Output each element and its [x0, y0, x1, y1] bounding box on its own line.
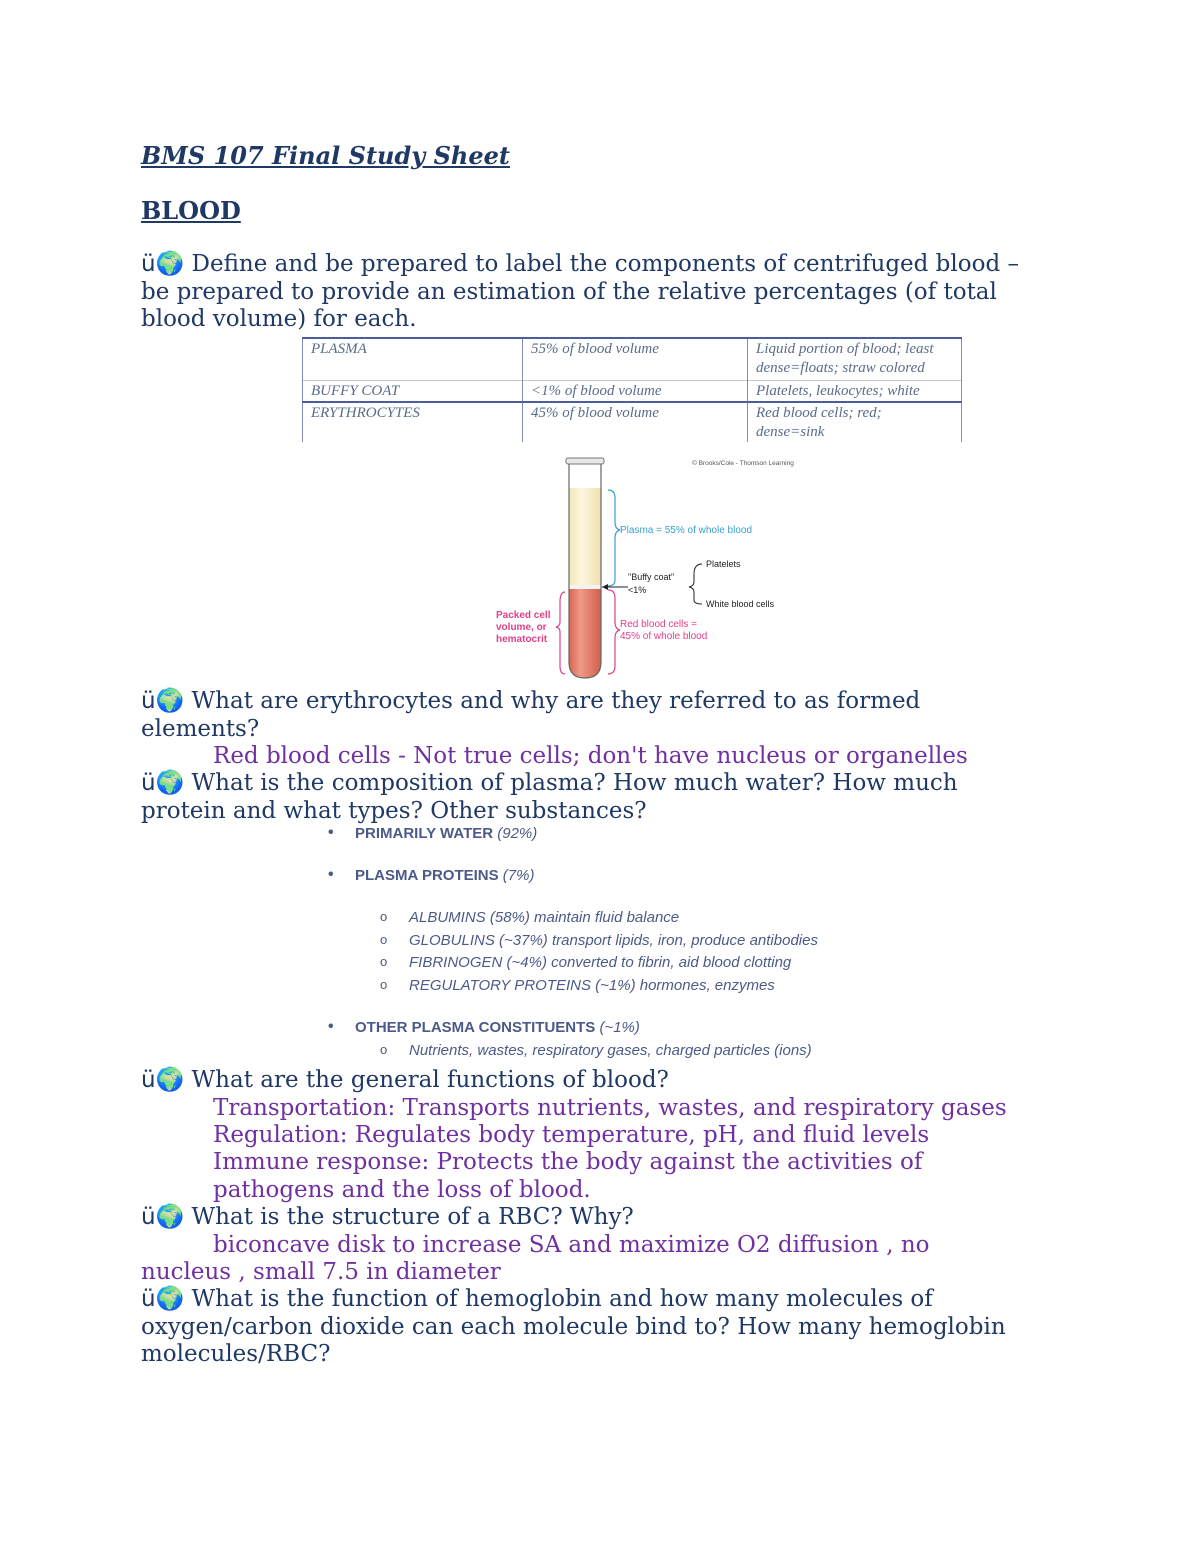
hematocrit-brace: [556, 592, 565, 674]
question-text: molecules/RBC?: [141, 1341, 331, 1367]
question-text: What is the function of hemoglobin and how many molecules of: [191, 1286, 933, 1312]
question-text: Define and be prepared to label the components of centrifuged blood –: [191, 251, 1019, 277]
table-cell: BUFFY COAT: [303, 381, 523, 403]
table-cell: 45% of blood volume: [523, 402, 748, 442]
subitem-text: Nutrients, wastes, respiratory gases, charged particles (ions): [409, 1042, 812, 1059]
item-percent: (92%): [497, 825, 538, 842]
plasma-label: Plasma = 55% of whole blood: [620, 525, 753, 536]
hematocrit-label-line3: hematocrit: [496, 634, 548, 645]
test-tube: [566, 458, 604, 678]
item-label: PLASMA PROTEINS: [355, 867, 499, 884]
question-text: What are the general functions of blood?: [191, 1067, 669, 1093]
figure-copyright: © Brooks/Cole - Thomson Learning: [692, 460, 794, 467]
cell-line: Liquid portion of blood; least: [756, 341, 934, 357]
platelets-label: Platelets: [706, 559, 741, 569]
question-plasma-composition: [141, 770, 1041, 825]
document-title: BMS 107 Final Study Sheet: [141, 141, 510, 170]
question-text: What are erythrocytes and why are they referred to as formed: [191, 688, 921, 714]
checkmark-bullet-icon: ü🌍: [141, 1204, 185, 1230]
table-cell: ERYTHROCYTES: [303, 402, 523, 442]
checkmark-bullet-icon: ü🌍: [141, 1286, 185, 1312]
bullet-dot: •: [328, 1018, 334, 1035]
centrifuged-blood-figure: [470, 452, 810, 684]
answer-rbc-structure-line1: biconcave disk to increase SA and maximize O2 diffusion , no: [213, 1232, 930, 1258]
answer-immune-response-cont: pathogens and the loss of blood.: [213, 1177, 591, 1203]
table-cell: Platelets, leukocytes; white: [748, 381, 962, 403]
rbc-label-line1: Red blood cells =: [620, 619, 697, 630]
answer-erythrocytes: Red blood cells - Not true cells; don't have nucleus or organelles: [213, 743, 968, 769]
buffy-coat-percent: <1%: [628, 585, 647, 595]
circle-bullet: o: [380, 977, 388, 992]
question-rbc-structure: [141, 1204, 1041, 1232]
table-cell: 55% of blood volume: [523, 338, 748, 381]
circle-bullet: o: [380, 1042, 388, 1057]
question-centrifuged-blood: [141, 251, 1041, 334]
cell-line: dense=sink: [756, 424, 825, 440]
table-row: [303, 381, 962, 403]
question-hemoglobin: [141, 1286, 1041, 1369]
question-text: elements?: [141, 715, 260, 742]
answer-immune-response: Immune response: Protects the body against the activities of: [213, 1149, 923, 1175]
table-cell: PLASMA: [303, 338, 523, 381]
answer-regulation: Regulation: Regulates body temperature, pH, and fluid levels: [213, 1122, 930, 1148]
table-row: [303, 402, 962, 442]
checkmark-bullet-icon: ü🌍: [141, 688, 185, 714]
table-cell: <1% of blood volume: [523, 381, 748, 403]
question-blood-functions: [141, 1067, 1041, 1095]
rbc-label-line2: 45% of whole blood: [620, 631, 708, 642]
question-text: protein and what types? Other substances?: [141, 797, 647, 824]
question-text: oxygen/carbon dioxide can each molecule bind to? How many hemoglobin: [141, 1313, 1006, 1340]
subitem-text: FIBRINOGEN (~4%) converted to fibrin, aid blood clotting: [409, 954, 792, 971]
bullet-dot: •: [328, 866, 334, 883]
checkmark-bullet-icon: ü🌍: [141, 1067, 185, 1093]
question-text: What is the structure of a RBC? Why?: [191, 1204, 634, 1230]
circle-bullet: o: [380, 932, 388, 947]
item-percent: (7%): [502, 867, 535, 884]
question-text: What is the composition of plasma? How much water? How much: [191, 770, 958, 796]
question-text: blood volume) for each.: [141, 306, 417, 332]
hematocrit-label-line1: Packed cell: [496, 610, 551, 621]
plasma-brace: [608, 490, 620, 586]
checkmark-bullet-icon: ü🌍: [141, 770, 185, 796]
answer-rbc-structure-line2: nucleus , small 7.5 in diameter: [141, 1259, 501, 1285]
table-cell: [748, 402, 962, 442]
section-heading: BLOOD: [141, 196, 241, 225]
cell-line: dense=floats; straw colored: [756, 360, 925, 376]
checkmark-bullet-icon: ü🌍: [141, 251, 185, 277]
item-label: OTHER PLASMA CONSTITUENTS: [355, 1019, 596, 1036]
circle-bullet: o: [380, 909, 388, 924]
cell-line: Red blood cells; red;: [756, 405, 882, 421]
bullet-dot: •: [328, 824, 334, 841]
question-text: be prepared to provide an estimation of the relative percentages (of total: [141, 278, 997, 305]
hematocrit-label-line2: volume, or: [496, 622, 547, 633]
question-erythrocytes: [141, 688, 1041, 743]
item-percent: (~1%): [599, 1019, 640, 1036]
subitem-text: GLOBULINS (~37%) transport lipids, iron, produce antibodies: [409, 932, 818, 949]
rbc-brace: [608, 590, 620, 674]
blood-components-table: [302, 337, 962, 442]
circle-bullet: o: [380, 954, 388, 969]
buffy-coat-label: "Buffy coat": [628, 572, 675, 582]
item-label: PRIMARILY WATER: [355, 825, 494, 842]
answer-transportation: Transportation: Transports nutrients, wastes, and respiratory gases: [213, 1095, 1007, 1121]
table-row: [303, 338, 962, 381]
table-cell: [748, 338, 962, 381]
subitem-text: ALBUMINS (58%) maintain fluid balance: [409, 909, 680, 926]
white-blood-cells-label: White blood cells: [706, 599, 775, 609]
subitem-text: REGULATORY PROTEINS (~1%) hormones, enzymes: [409, 977, 775, 994]
